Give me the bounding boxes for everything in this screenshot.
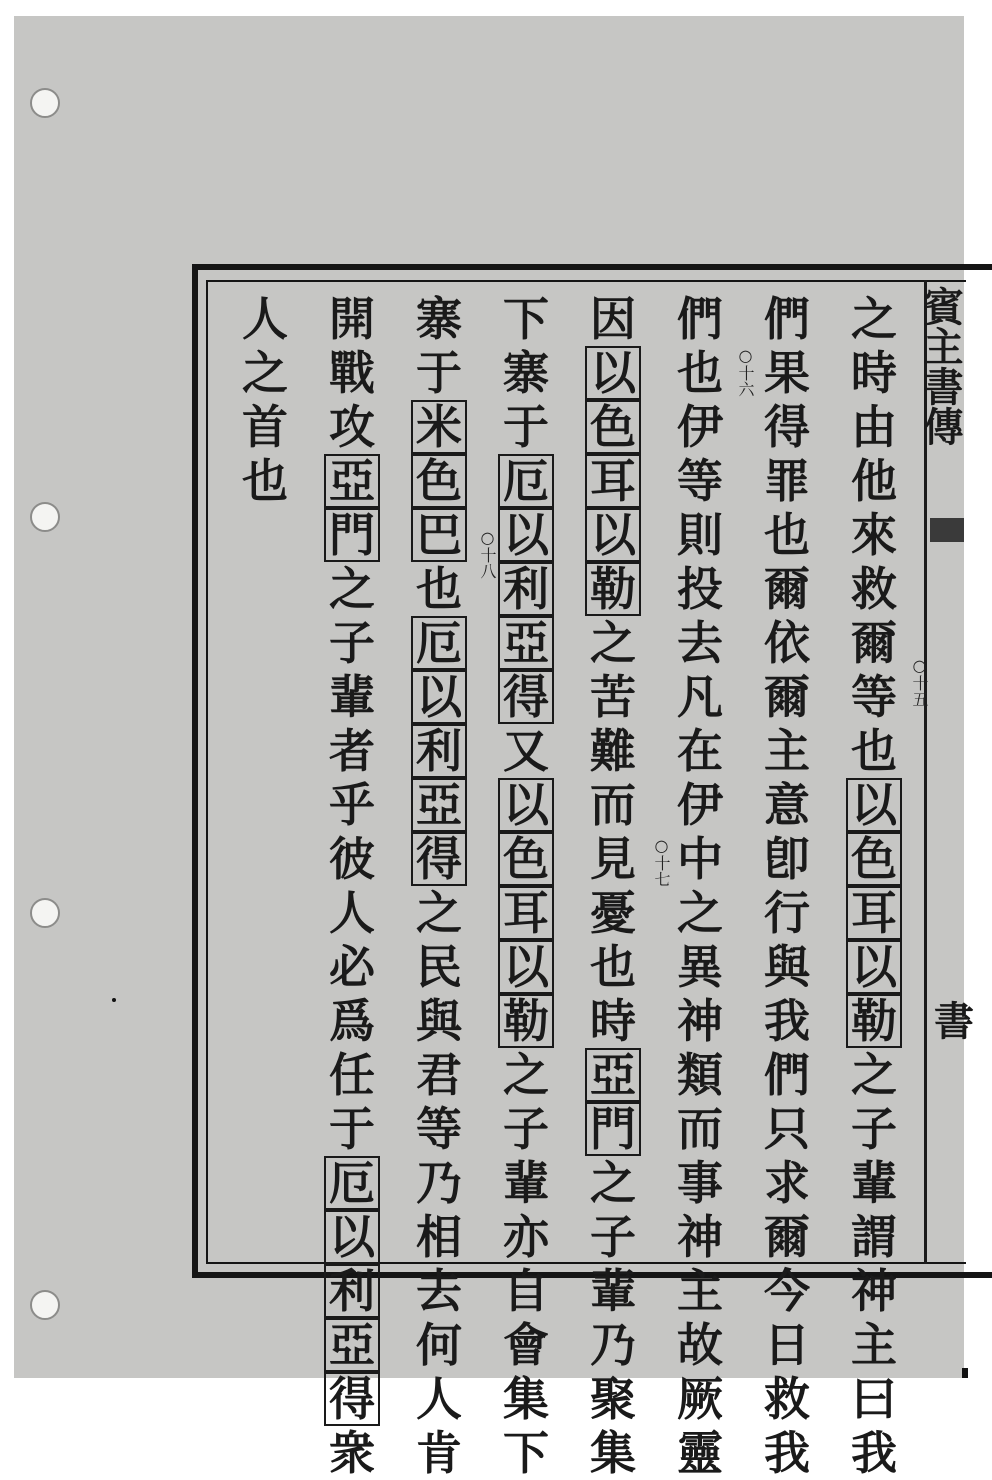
text-column	[755, 292, 819, 1480]
text-char: 子	[851, 1102, 897, 1156]
text-char: 開	[329, 292, 375, 346]
text-column	[320, 292, 384, 1480]
text-char: 故	[677, 1318, 723, 1372]
text-char: 民	[416, 940, 462, 994]
text-char: 見	[590, 832, 636, 886]
text-column	[494, 292, 558, 1480]
text-char: 之	[851, 292, 897, 346]
text-char: 救	[764, 1372, 810, 1426]
side-fragment: 書	[934, 998, 974, 1045]
text-char: 肯	[416, 1426, 462, 1480]
speck	[112, 998, 116, 1002]
text-char: 者	[329, 724, 375, 778]
text-char: 而	[677, 1102, 723, 1156]
text-char: 行	[764, 886, 810, 940]
fishtail-mark	[930, 518, 964, 542]
text-char: 們	[764, 292, 810, 346]
text-char: 也	[242, 454, 288, 508]
proper-name-char: 亞	[411, 778, 467, 832]
text-char: 于	[503, 400, 549, 454]
proper-name-char: 厄	[324, 1156, 380, 1210]
text-column	[581, 292, 645, 1480]
text-char: 來	[851, 508, 897, 562]
text-char: 必	[329, 940, 375, 994]
text-char: 爾	[851, 616, 897, 670]
text-char: 等	[851, 670, 897, 724]
text-char: 自	[503, 1264, 549, 1318]
text-char: 攻	[329, 400, 375, 454]
text-char: 人	[242, 292, 288, 346]
proper-name-char: 耳	[498, 886, 554, 940]
text-char: 輩	[590, 1264, 636, 1318]
text-char: 日	[764, 1318, 810, 1372]
text-char: 求	[764, 1156, 810, 1210]
text-char: 也	[677, 346, 723, 400]
text-char: 相	[416, 1210, 462, 1264]
proper-name-char: 耳	[846, 886, 902, 940]
text-char: 之	[416, 886, 462, 940]
text-char: 輩	[503, 1156, 549, 1210]
text-char: 伊	[677, 400, 723, 454]
proper-name-char: 得	[324, 1372, 380, 1426]
proper-name-char: 得	[411, 832, 467, 886]
proper-name-char: 巴	[411, 508, 467, 562]
text-char: 他	[851, 454, 897, 508]
text-char: 意	[764, 778, 810, 832]
text-char: 罪	[764, 454, 810, 508]
text-char: 類	[677, 1048, 723, 1102]
text-char: 人	[416, 1372, 462, 1426]
text-column	[668, 292, 732, 1480]
proper-name-char: 以	[585, 346, 641, 400]
text-char: 又	[503, 724, 549, 778]
text-char: 事	[677, 1156, 723, 1210]
text-char: 與	[764, 940, 810, 994]
text-char: 寨	[416, 292, 462, 346]
text-column	[842, 292, 906, 1480]
text-char: 集	[503, 1372, 549, 1426]
text-char: 之	[242, 346, 288, 400]
proper-name-char: 門	[585, 1102, 641, 1156]
text-char: 衆	[329, 1426, 375, 1480]
text-char: 憂	[590, 886, 636, 940]
text-char: 我	[764, 1426, 810, 1480]
proper-name-char: 色	[498, 832, 554, 886]
text-char: 難	[590, 724, 636, 778]
text-char: 任	[329, 1048, 375, 1102]
text-char: 神	[677, 994, 723, 1048]
text-char: 神	[851, 1264, 897, 1318]
text-char: 去	[416, 1264, 462, 1318]
text-char: 則	[677, 508, 723, 562]
text-char: 中	[677, 832, 723, 886]
text-char: 投	[677, 562, 723, 616]
proper-name-char: 以	[324, 1210, 380, 1264]
proper-name-char: 色	[585, 400, 641, 454]
verse-mark: ○十七	[652, 836, 671, 887]
text-char: 亦	[503, 1210, 549, 1264]
verse-mark: ○十八	[478, 528, 497, 579]
text-char: 爾	[764, 670, 810, 724]
text-char: 子	[503, 1102, 549, 1156]
text-char: 時	[590, 994, 636, 1048]
text-char: 也	[416, 562, 462, 616]
proper-name-char: 耳	[585, 454, 641, 508]
punch-hole	[30, 898, 60, 928]
text-char: 謂	[851, 1210, 897, 1264]
punch-hole	[30, 502, 60, 532]
text-char: 會	[503, 1318, 549, 1372]
text-char: 戰	[329, 346, 375, 400]
text-char: 與	[416, 994, 462, 1048]
text-char: 于	[329, 1102, 375, 1156]
text-char: 爲	[329, 994, 375, 1048]
text-char: 之	[851, 1048, 897, 1102]
header-fragment: 賓主書傳	[917, 286, 964, 446]
text-char: 等	[416, 1102, 462, 1156]
punch-hole	[30, 1290, 60, 1320]
text-char: 之	[329, 562, 375, 616]
proper-name-char: 亞	[498, 616, 554, 670]
text-char: 輩	[851, 1156, 897, 1210]
text-char: 之	[590, 616, 636, 670]
text-char: 厥	[677, 1372, 723, 1426]
text-char: 于	[416, 346, 462, 400]
proper-name-char: 亞	[324, 1318, 380, 1372]
text-char: 也	[764, 508, 810, 562]
text-char: 君	[416, 1048, 462, 1102]
proper-name-char: 厄	[411, 616, 467, 670]
text-char: 下	[503, 292, 549, 346]
proper-name-char: 以	[411, 670, 467, 724]
text-char: 我	[851, 1426, 897, 1480]
text-char: 聚	[590, 1372, 636, 1426]
proper-name-char: 以	[498, 940, 554, 994]
proper-name-char: 色	[411, 454, 467, 508]
text-char: 異	[677, 940, 723, 994]
text-char: 果	[764, 346, 810, 400]
text-char: 寨	[503, 346, 549, 400]
text-char: 乎	[329, 778, 375, 832]
proper-name-char: 利	[498, 562, 554, 616]
proper-name-char: 利	[324, 1264, 380, 1318]
proper-name-char: 以	[585, 508, 641, 562]
text-char: 只	[764, 1102, 810, 1156]
text-char: 何	[416, 1318, 462, 1372]
text-char: 們	[677, 292, 723, 346]
verse-mark: ○十六	[736, 346, 755, 397]
proper-name-char: 亞	[324, 454, 380, 508]
proper-name-char: 以	[846, 778, 902, 832]
proper-name-char: 門	[324, 508, 380, 562]
text-char: 首	[242, 400, 288, 454]
text-char: 時	[851, 346, 897, 400]
text-char: 爾	[764, 1210, 810, 1264]
proper-name-char: 亞	[585, 1048, 641, 1102]
text-char: 得	[764, 400, 810, 454]
proper-name-char: 勒	[498, 994, 554, 1048]
text-char: 集	[590, 1426, 636, 1480]
text-char: 也	[590, 940, 636, 994]
text-char: 救	[851, 562, 897, 616]
text-char: 凡	[677, 670, 723, 724]
text-char: 在	[677, 724, 723, 778]
text-char: 之	[590, 1156, 636, 1210]
proper-name-char: 得	[498, 670, 554, 724]
text-char: 主	[677, 1264, 723, 1318]
proper-name-char: 色	[846, 832, 902, 886]
text-char: 之	[677, 886, 723, 940]
text-char: 乃	[416, 1156, 462, 1210]
proper-name-char: 米	[411, 400, 467, 454]
text-char: 伊	[677, 778, 723, 832]
text-char: 爾	[764, 562, 810, 616]
text-char: 子	[590, 1210, 636, 1264]
verse-mark: ○十五	[910, 656, 929, 707]
proper-name-char: 勒	[846, 994, 902, 1048]
text-char: 苦	[590, 670, 636, 724]
text-column	[233, 292, 297, 1252]
text-char: 我	[764, 994, 810, 1048]
text-char: 曰	[851, 1372, 897, 1426]
text-char: 神	[677, 1210, 723, 1264]
text-char: 主	[851, 1318, 897, 1372]
text-char: 去	[677, 616, 723, 670]
text-char: 彼	[329, 832, 375, 886]
text-char: 主	[764, 724, 810, 778]
text-char: 乃	[590, 1318, 636, 1372]
text-char: 而	[590, 778, 636, 832]
text-char: 之	[503, 1048, 549, 1102]
text-char: 靈	[677, 1426, 723, 1480]
text-char: 今	[764, 1264, 810, 1318]
punch-hole	[30, 88, 60, 118]
text-char: 下	[503, 1426, 549, 1480]
text-char: 因	[590, 292, 636, 346]
proper-name-char: 勒	[585, 562, 641, 616]
text-char: 輩	[329, 670, 375, 724]
proper-name-char: 以	[498, 508, 554, 562]
text-char: 等	[677, 454, 723, 508]
text-column	[407, 292, 471, 1480]
text-char: 卽	[764, 832, 810, 886]
proper-name-char: 以	[846, 940, 902, 994]
text-char: 子	[329, 616, 375, 670]
proper-name-char: 厄	[498, 454, 554, 508]
text-char: 由	[851, 400, 897, 454]
text-char: 們	[764, 1048, 810, 1102]
proper-name-char: 以	[498, 778, 554, 832]
edge-mark	[962, 1368, 968, 1378]
text-char: 人	[329, 886, 375, 940]
text-char: 也	[851, 724, 897, 778]
text-char: 依	[764, 616, 810, 670]
proper-name-char: 利	[411, 724, 467, 778]
